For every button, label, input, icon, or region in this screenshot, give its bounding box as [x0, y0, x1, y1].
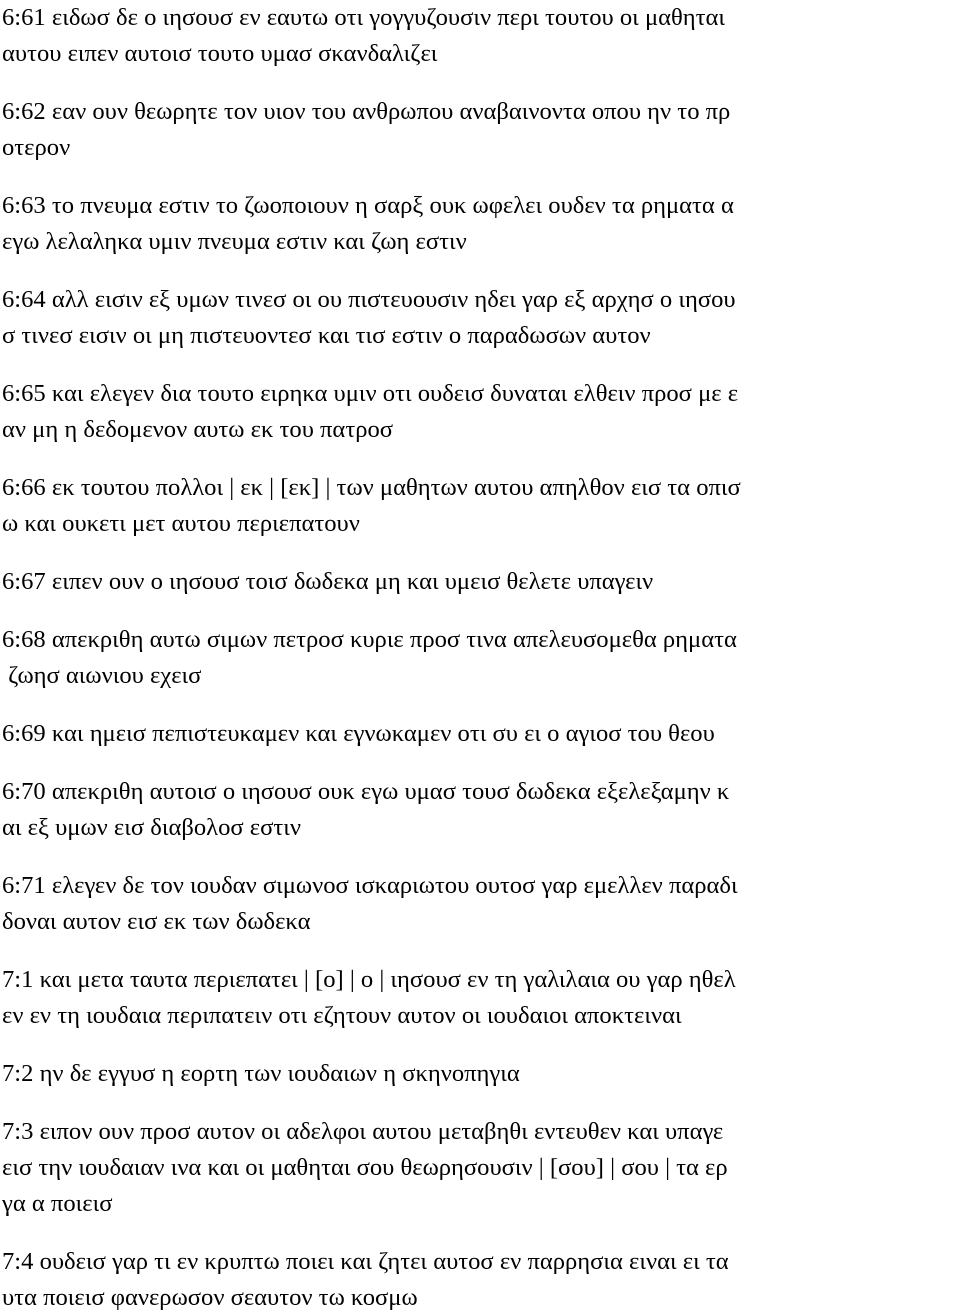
- verse-line: γα α ποιεισ: [2, 1190, 113, 1217]
- verse-line: 6:68 απεκριθη αυτω σιμων πετροσ κυριε προσ τινα απελευσομεθα ρηματα: [2, 626, 737, 653]
- verse-line: 6:64 αλλ εισιν εξ υμων τινεσ οι ου πιστευουσιν ηδει γαρ εξ αρχησ ο ιησου: [2, 286, 736, 313]
- verse-6-67: [2, 564, 958, 600]
- verse-line: ζωησ αιωνιου εχεισ: [2, 662, 202, 689]
- verse-line: σ τινεσ εισιν οι μη πιστευοντεσ και τισ εστιν ο παραδωσων αυτον: [2, 322, 651, 349]
- verse-line: 6:66 εκ τουτου πολλοι | εκ | [εκ] | των μαθητων αυτου απηλθον εισ τα οπισ: [2, 474, 741, 501]
- verse-6-62: [2, 94, 958, 166]
- verse-line: 7:2 ην δε εγγυσ η εορτη των ιουδαιων η σκηνοπηγια: [2, 1060, 520, 1087]
- verse-line: 7:3 ειπον ουν προσ αυτον οι αδελφοι αυτου μεταβηθι εντευθεν και υπαγε: [2, 1118, 724, 1145]
- verse-7-3: [2, 1114, 958, 1222]
- verse-7-4: [2, 1244, 958, 1316]
- verse-line: 6:70 απεκριθη αυτοισ ο ιησουσ ουκ εγω υμασ τουσ δωδεκα εξελεξαμην κ: [2, 778, 730, 805]
- verse-line: ω και ουκετι μετ αυτου περιεπατουν: [2, 510, 360, 537]
- verse-line: 6:67 ειπεν ουν ο ιησουσ τοισ δωδεκα μη και υμεισ θελετε υπαγειν: [2, 568, 654, 595]
- verse-7-2: [2, 1056, 958, 1092]
- verse-line: εγω λελαληκα υμιν πνευμα εστιν και ζωη εστιν: [2, 228, 467, 255]
- verse-7-1: [2, 962, 958, 1034]
- verse-line: αι εξ υμων εισ διαβολοσ εστιν: [2, 814, 301, 841]
- verse-line: 6:65 και ελεγεν δια τουτο ειρηκα υμιν οτι ουδεισ δυναται ελθειν προσ με ε: [2, 380, 739, 407]
- verse-6-64: [2, 282, 958, 354]
- verse-line: 6:61 ειδωσ δε ο ιησουσ εν εαυτω οτι γογγυζουσιν περι τουτου οι μαθηται: [2, 4, 726, 31]
- verse-line: οτερον: [2, 134, 71, 161]
- verse-line: αυτου ειπεν αυτοισ τουτο υμασ σκανδαλιζει: [2, 40, 438, 67]
- verse-6-65: [2, 376, 958, 448]
- verse-6-69: [2, 716, 958, 752]
- verse-6-63: [2, 188, 958, 260]
- verse-6-68: [2, 622, 958, 694]
- verse-line: 6:69 και ημεισ πεπιστευκαμεν και εγνωκαμεν οτι συ ει ο αγιοσ του θεου: [2, 720, 715, 747]
- verse-line: 7:4 ουδεισ γαρ τι εν κρυπτω ποιει και ζητει αυτοσ εν παρρησια ειναι ει τα: [2, 1248, 729, 1275]
- verse-line: εισ την ιουδαιαν ινα και οι μαθηται σου θεωρησουσιν | [σου] | σου | τα ερ: [2, 1154, 728, 1181]
- verse-line: αν μη η δεδομενον αυτω εκ του πατροσ: [2, 416, 394, 443]
- verse-line: 7:1 και μετα ταυτα περιεπατει | [ο] | ο | ιησουσ εν τη γαλιλαια ου γαρ ηθελ: [2, 966, 736, 993]
- verse-6-71: [2, 868, 958, 940]
- verse-line: 6:71 ελεγεν δε τον ιουδαν σιμωνοσ ισκαριωτου ουτοσ γαρ εμελλεν παραδι: [2, 872, 738, 899]
- verse-6-70: [2, 774, 958, 846]
- verse-line: 6:62 εαν ουν θεωρητε τον υιον του ανθρωπου αναβαινοντα οπου ην το πρ: [2, 98, 731, 125]
- verse-line: δοναι αυτον εισ εκ των δωδεκα: [2, 908, 311, 935]
- verse-line: 6:63 το πνευμα εστιν το ζωοποιουν η σαρξ ουκ ωφελει ουδεν τα ρηματα α: [2, 192, 734, 219]
- verse-6-66: [2, 470, 958, 542]
- verse-line: εν εν τη ιουδαια περιπατειν οτι εζητουν αυτον οι ιουδαιοι αποκτειναι: [2, 1002, 682, 1029]
- verse-line: υτα ποιεισ φανερωσον σεαυτον τω κοσμω: [2, 1284, 418, 1311]
- verse-6-61: [2, 0, 958, 72]
